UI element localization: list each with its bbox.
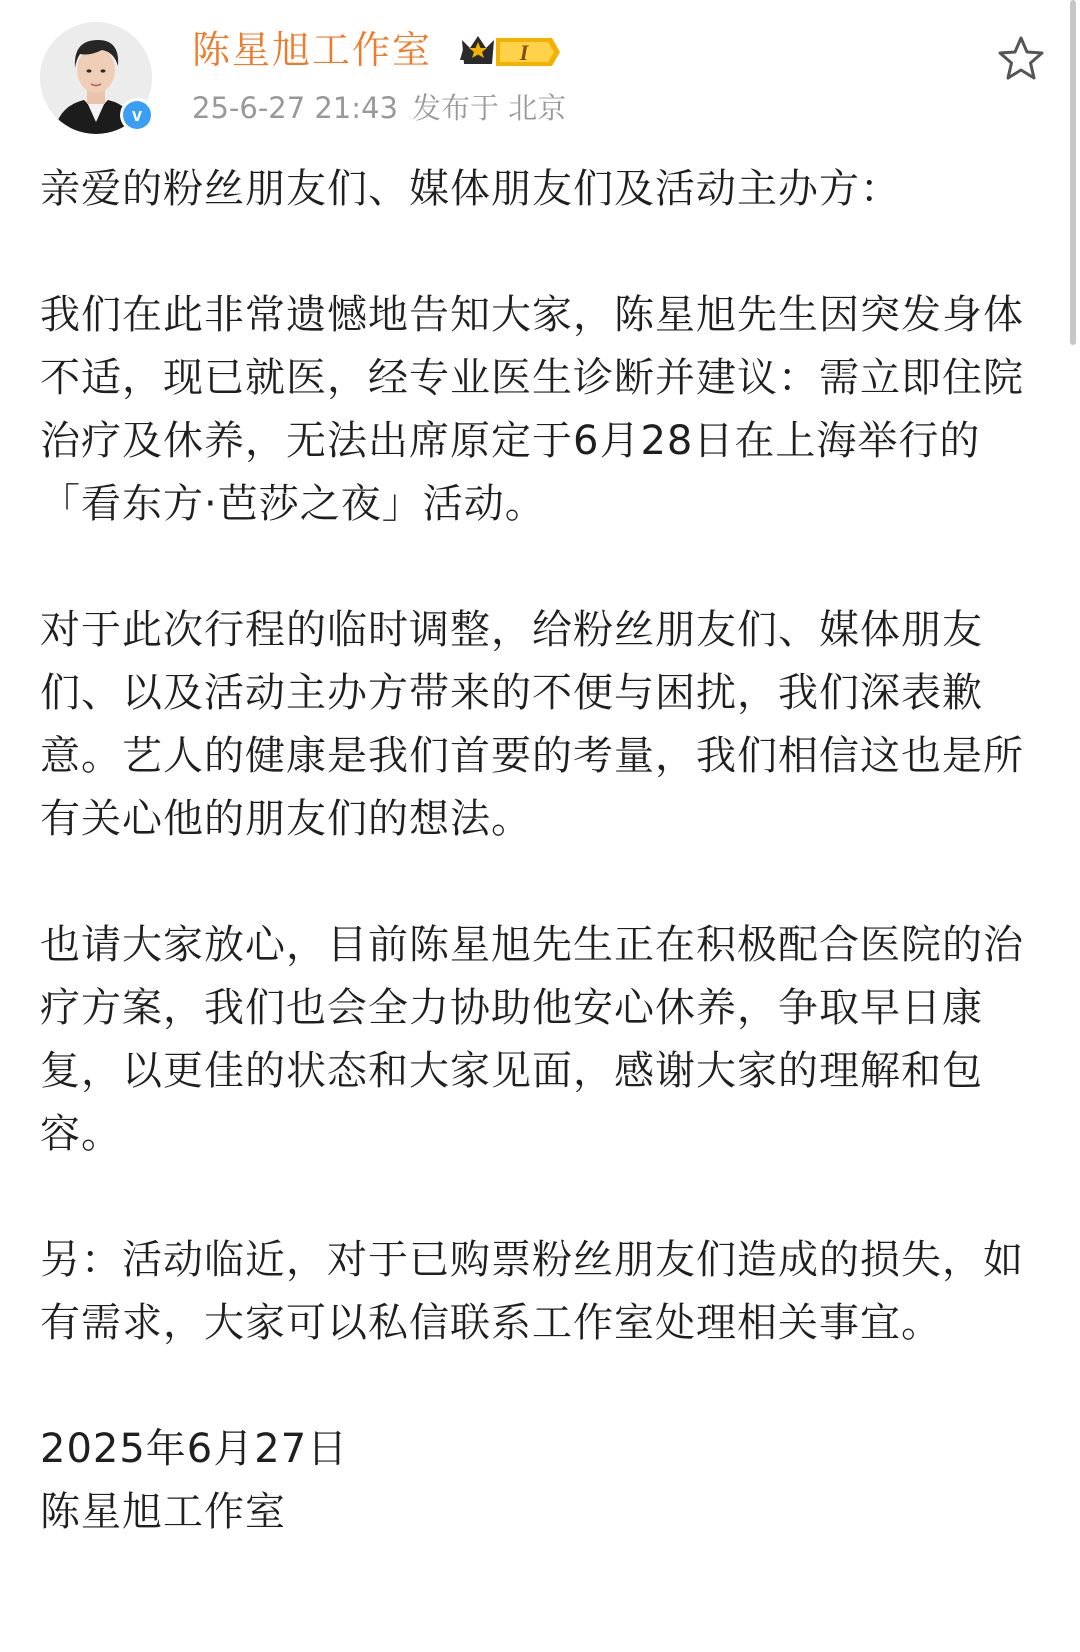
post-paragraph: 另：活动临近，对于已购票粉丝朋友们造成的损失，如有需求，大家可以私信联系工作室处理相关事宜。 [40, 1237, 1024, 1346]
post-location: 发布于 北京 [411, 91, 567, 125]
post-paragraph: 也请大家放心，目前陈星旭先生正在积极配合医院的治疗方案，我们也会全力协助他安心休养，争取早日康复，以更佳的状态和大家见面，感谢大家的理解和包容。 [40, 922, 1024, 1157]
verified-icon: v [123, 101, 151, 129]
verified-badge [120, 98, 154, 132]
crown-icon[interactable] [456, 30, 560, 74]
post-body [40, 158, 1032, 1544]
post-paragraph: 我们在此非常遗憾地告知大家，陈星旭先生因突发身体不适，现已就医，经专业医生诊断并建议：需立即住院治疗及休养，无法出席原定于6月28日在上海举行的「看东方·芭莎之夜」活动。 [40, 292, 1024, 527]
post-header [0, 0, 1080, 150]
post-meta [192, 88, 566, 128]
post-greeting: 亲爱的粉丝朋友们、媒体朋友们及活动主办方： [40, 166, 901, 212]
post-date: 2025年6月27日 [40, 1426, 349, 1472]
post-timestamp: 25-6-27 21:43 [192, 91, 398, 125]
author-name[interactable]: 陈星旭工作室 [192, 28, 433, 72]
badge-level: I [519, 40, 529, 65]
vertical-scrollbar[interactable] [1070, 0, 1076, 345]
author-avatar[interactable] [40, 22, 152, 134]
post-signature: 陈星旭工作室 [40, 1489, 286, 1535]
post-paragraph: 对于此次行程的临时调整，给粉丝朋友们、媒体朋友们、以及活动主办方带来的不便与困扰，我们深表歉意。艺人的健康是我们首要的考量，我们相信这也是所有关心他的朋友们的想法。 [40, 607, 1024, 842]
favorite-star-icon[interactable] [996, 34, 1046, 84]
